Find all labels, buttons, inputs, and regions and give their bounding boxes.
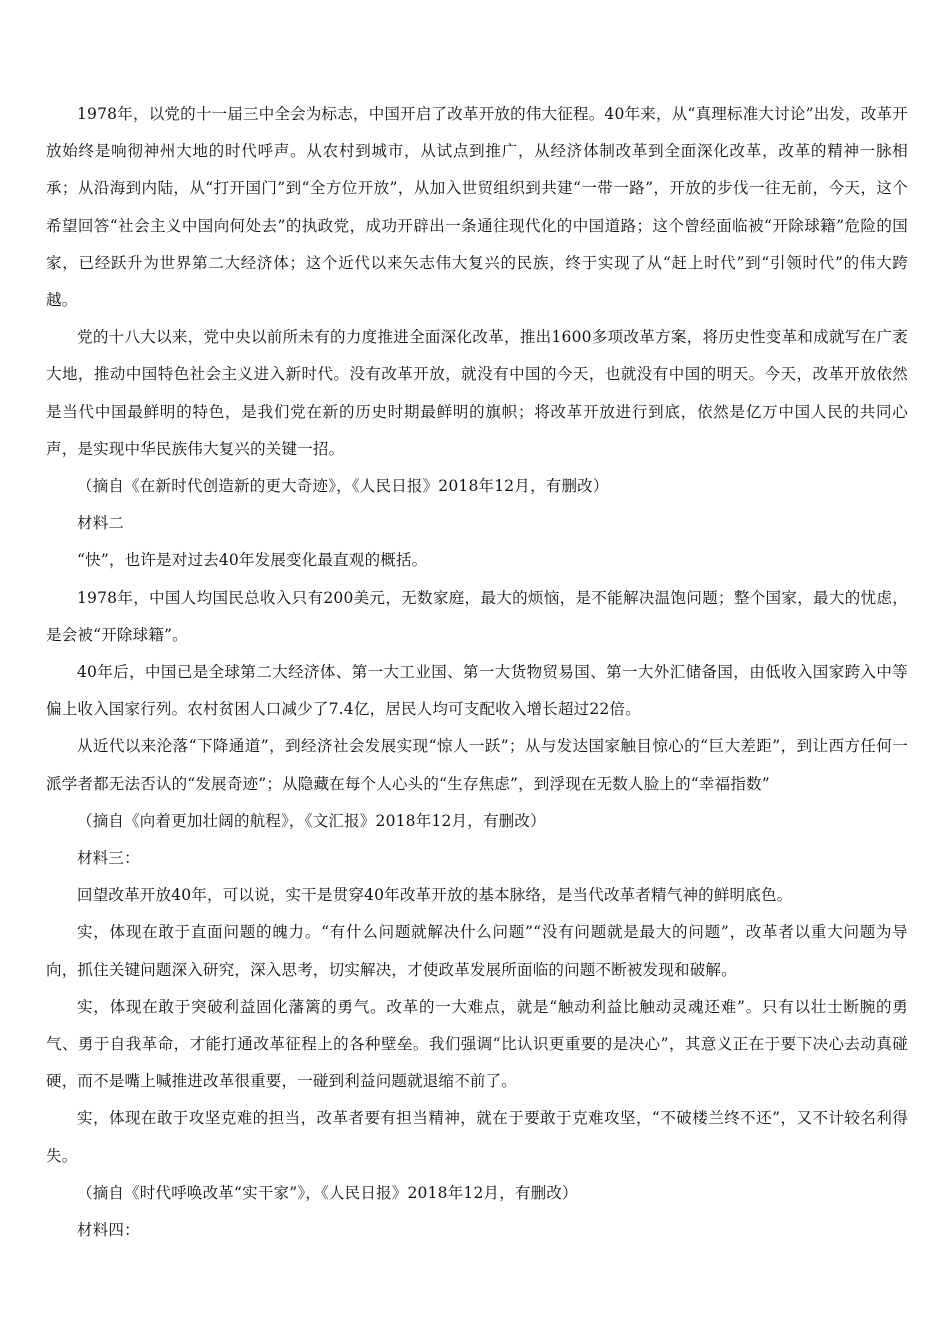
material2-source: （摘自《向着更加壮阔的航程》，《文汇报》2018年12月，有删改） [77,811,546,830]
document-page [46,96,908,1249]
material1-paragraph: 1978年，以党的十一届三中全会为标志，中国开启了改革开放的伟大征程。40年来，从“真理标准大讨论”出发，改革开放始终是响彻神州大地的时代呼声。从农村到城市，从试点到推广，从经济体制改革到全面深化改革，改革的精神一脉相承；从沿海到内陆，从“打开国门”到“全方位开放”，从加入世贸组织到共建“一带一路”，开放的步伐一往无前，今天，这个希望回答“社会主义中国向何处去”的执政党，成功开辟出一条通往现代化的中国道路；这个曾经面临被“开除球籍”危险的国家，已经跃升为世界第二大经济体；这个近代以来矢志伟大复兴的民族，终于实现了从“赶上时代”到“引领时代”的伟大跨越。 [46,105,908,310]
material1-source: （摘自《在新时代创造新的更大奇迹》，《人民日报》2018年12月，有删改） [77,477,609,496]
material3-heading: 材料三： [77,849,140,868]
material3-paragraph: 实，体现在敢于攻坚克难的担当，改革者要有担当精神，就在于要敢于克难攻坚，“不破楼兰终不还”，又不计较名利得失。 [46,1109,908,1165]
material2-paragraph: 从近代以来沦落“下降通道”，到经济社会发展实现“惊人一跃”；从与发达国家触目惊心的“巨大差距”，到让西方任何一派学者都无法否认的“发展奇迹”；从隐藏在每个人心头的“生存焦虑”，到浮现在无数人脸上的“幸福指数” [46,737,908,793]
material2-paragraph: 1978年，中国人均国民总收入只有200美元，无数家庭，最大的烦恼，是不能解决温饱问题；整个国家，最大的忧虑，是会被“开除球籍”。 [46,588,908,644]
material1-paragraph: 党的十八大以来，党中央以前所未有的力度推进全面深化改革，推出1600多项改革方案，将历史性变革和成就写在广袤大地，推动中国特色社会主义进入新时代。没有改革开放，就没有中国的今天，也就没有中国的明天。今天，改革开放依然是当代中国最鲜明的特色，是我们党在新的历史时期最鲜明的旗帜；将改革开放进行到底，依然是亿万中国人民的共同心声，是实现中华民族伟大复兴的关键一招。 [46,328,908,458]
material3-paragraph: 回望改革开放40年，可以说，实干是贯穿40年改革开放的基本脉络，是当代改革者精气神的鲜明底色。 [77,886,793,905]
material3-paragraph: 实，体现在敢于直面问题的魄力。“有什么问题就解决什么问题”“没有问题就是最大的问题”，改革者以重大问题为导向，抓住关键问题深入研究，深入思考，切实解决，才使政革发展所面临的问题不断被发现和破解。 [46,923,908,979]
material2-heading: 材料二 [77,514,125,533]
material4-heading: 材料四： [77,1221,140,1240]
material2-paragraph: 40年后，中国已是全球第二大经济体、第一大工业国、第一大货物贸易国、第一大外汇储备国，由低收入国家跨入中等偏上收入国家行列。农村贫困人口减少了7.4亿，居民人均可支配收入增长超过22倍。 [46,663,908,719]
material3-paragraph: 实，体现在敢于突破利益固化藩篱的勇气。改革的一大难点，就是“触动利益比触动灵魂还难”。只有以壮士断腕的勇气、勇于自我革命，才能打通改革征程上的各种壁垒。我们强调“比认识更重要的是决心”，其意义正在于要下决心去动真碰硬，而不是嘴上喊推进改革很重要，一碰到利益问题就退缩不前了。 [46,997,908,1091]
material2-paragraph: “快”，也许是对过去40年发展变化最直观的概括。 [77,551,428,570]
material3-source: （摘自《时代呼唤改革“实干家”》，《人民日报》2018年12月，有删改） [77,1183,578,1202]
